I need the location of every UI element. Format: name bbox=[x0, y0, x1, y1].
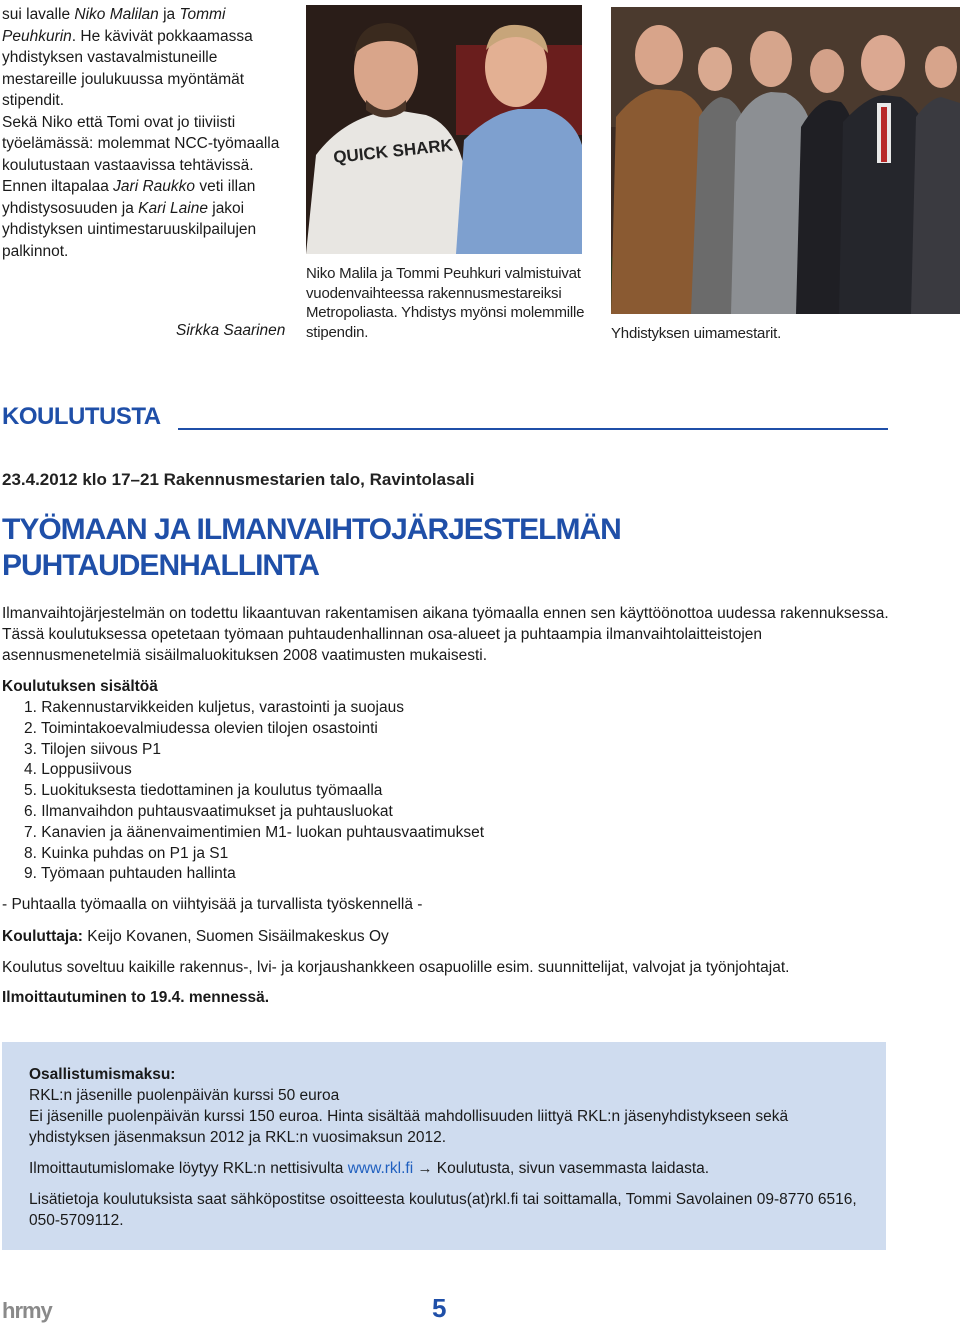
fee-members: RKL:n jäsenille puolenpäivän kurssi 50 euroa bbox=[29, 1087, 340, 1104]
arrow-right-icon: → bbox=[417, 1160, 433, 1177]
intro-text-fragment: sui lavalle bbox=[2, 6, 75, 23]
fee-heading: Osallistumismaksu: bbox=[29, 1066, 176, 1083]
trainer-info bbox=[2, 928, 389, 946]
intro-text-fragment: ja bbox=[158, 6, 180, 23]
trainer-value: Keijo Kovanen, Suomen Sisäilmakeskus Oy bbox=[82, 928, 389, 945]
event-date-location: 23.4.2012 klo 17–21 Rakennusmestarien talo, Ravintolasali bbox=[2, 470, 475, 489]
person-name: Jari Raukko bbox=[113, 178, 196, 195]
intro-text-fragment: Ennen iltapalaa bbox=[2, 178, 114, 195]
list-item: 4. Loppusiivous bbox=[24, 761, 132, 779]
photo-stipend-recipients-image bbox=[306, 5, 582, 254]
registration-form-text: Koulutusta, sivun vasemmasta laidasta. bbox=[432, 1160, 710, 1177]
photo-swimming-champions bbox=[611, 7, 960, 314]
list-item: 6. Ilmanvaihdon puhtausvaatimukset ja puhtausluokat bbox=[24, 802, 393, 820]
registration-form-text: Ilmoittautumislomake löytyy RKL:n nettisivulta bbox=[29, 1160, 348, 1177]
person-name: Niko Malilan bbox=[74, 6, 159, 23]
magazine-logo: hrmy bbox=[2, 1298, 52, 1323]
target-audience: Koulutus soveltuu kaikille rakennus-, lvi- ja korjaushankkeen osapuolille esim. suunnittelijat, valvojat ja työnjohtajat. bbox=[2, 959, 790, 976]
photo-caption-swimmers: Yhdistyksen uimamestarit. bbox=[611, 325, 782, 342]
intro-text-fragment: jakoi yhdistyksen uintimestaruuskilpailujen palkinnot. bbox=[2, 199, 257, 260]
photo-caption-stipend: Niko Malila ja Tommi Peuhkuri valmistuivat vuodenvaihteessa rakennusmestareiksi Metropoliasta. Yhdistys myönsi molemmille stipendin. bbox=[306, 265, 585, 341]
registration-deadline: Ilmoittautuminen to 19.4. mennessä. bbox=[2, 989, 270, 1006]
hoodie-print: QUICK SHARK bbox=[332, 135, 454, 167]
list-item: 9. Työmaan puhtauden hallinta bbox=[24, 865, 236, 883]
section-title: KOULUTUSTA bbox=[2, 403, 161, 430]
course-title-line-2: PUHTAUDENHALLINTA bbox=[2, 549, 319, 582]
section-divider bbox=[178, 428, 888, 430]
intro-text-fragment: . He kävivät pokkaamassa yhdistyksen vastavalmistuneille mestareille joulukuussa myöntämät stipendit. bbox=[2, 27, 253, 109]
rkl-website-link[interactable]: www.rkl.fi bbox=[347, 1160, 414, 1177]
fee-non-members: Ei jäsenille puolenpäivän kurssi 150 euroa. Hinta sisältää mahdollisuuden liittyä RKL:n jäsenyhdistykseen sekä yhdistyksen jäsenmaksun 2012 ja RKL:n vuosimaksun 2012. bbox=[29, 1108, 789, 1146]
list-item: 7. Kanavien ja äänenvaimentimien M1- luokan puhtausvaatimukset bbox=[24, 823, 485, 841]
intro-text bbox=[2, 4, 280, 262]
trainer-label: Kouluttaja: bbox=[2, 928, 83, 945]
list-item: 2. Toimintakoevalmiudessa olevien tilojen osastointi bbox=[24, 719, 378, 737]
fee-info-box bbox=[2, 1042, 886, 1250]
article-author: Sirkka Saarinen bbox=[176, 322, 286, 339]
intro-paragraph-2: Sekä Niko että Tomi ovat jo tiiviisti työelämässä: molemmat NCC-työmaalla koulutustaan vastaavissa tehtävissä. bbox=[2, 113, 280, 174]
photo-stipend-recipients bbox=[306, 5, 582, 254]
list-item: 5. Luokituksesta tiedottaminen ja koulutus työmaalla bbox=[24, 782, 383, 800]
page-number: 5 bbox=[432, 1293, 447, 1323]
list-item: 8. Kuinka puhdas on P1 ja S1 bbox=[24, 844, 229, 862]
intro-paragraph-1 bbox=[2, 4, 280, 112]
person-name: Kari Laine bbox=[138, 199, 208, 217]
person-name: Tommi Peuhkurin bbox=[2, 6, 226, 45]
course-title bbox=[2, 512, 621, 584]
photo-swimming-champions-image bbox=[611, 7, 960, 314]
course-description-text: Ilmanvaihtojärjestelmän on todettu likaantuvan rakentamisen aikana työmaalla ennen sen käyttöönottoa uudessa rakennuksessa. Tässä koulutuksessa opetetaan työmaan puhtaudenhallinnan osa-alueet ja puhtaampia ilmanvaihtolaitteistojen asennusmenetelmiä sisäilmaluokituksen 2008 vaatimusten mukaisesti. bbox=[2, 605, 889, 664]
course-title-line-1: TYÖMAAN JA ILMANVAIHTOJÄRJESTELMÄN bbox=[2, 513, 621, 546]
intro-text-fragment: veti illan yhdistysosuuden ja bbox=[2, 178, 256, 217]
contents-heading: Koulutuksen sisältöä bbox=[2, 678, 158, 695]
contents-list bbox=[24, 698, 484, 885]
list-item: 1. Rakennustarvikkeiden kuljetus, varastointi ja suojaus bbox=[24, 699, 404, 716]
registration-form-info bbox=[29, 1158, 869, 1179]
fee-info-content bbox=[29, 1064, 869, 1231]
intro-paragraph-3 bbox=[2, 176, 280, 262]
list-item: 3. Tilojen siivous P1 bbox=[24, 740, 161, 758]
contact-info: Lisätietoja koulutuksista saat sähköpostitse osoitteesta koulutus(at)rkl.fi tai soittamalla, Tommi Savolainen 09-8770 6516, 050-5709112. bbox=[29, 1191, 857, 1229]
tagline: - Puhtaalla työmaalla on viihtyisää ja turvallista työskennellä - bbox=[2, 896, 423, 913]
course-description bbox=[2, 603, 892, 666]
